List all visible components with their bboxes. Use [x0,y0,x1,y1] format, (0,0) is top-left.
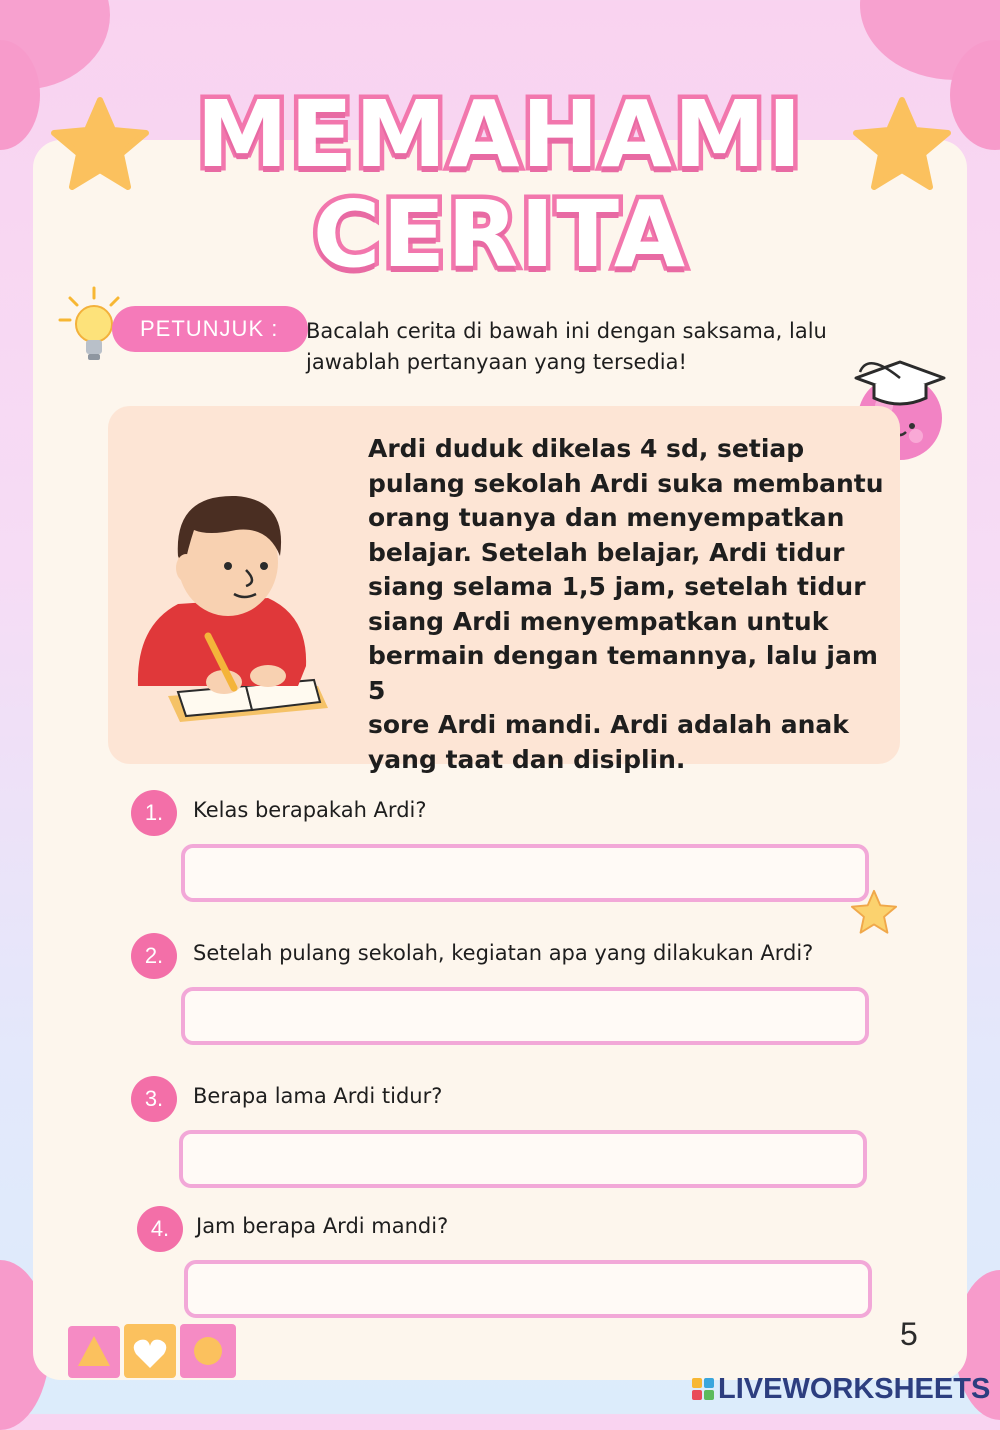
star-icon [852,96,952,192]
story-line: belajar. Setelah belajar, Ardi tidur [368,537,845,567]
instruction-text: Bacalah cerita di bawah ini dengan saksama, lalu jawablah pertanyaan yang tersedia! [306,319,827,374]
answer-field-1[interactable] [181,844,869,902]
instruction-tag: PETUNJUK : [112,306,308,352]
story-line: Ardi duduk dikelas 4 sd, setiap [368,434,805,463]
liveworksheets-brand [692,1373,990,1405]
liveworksheets-logo-icon [692,1378,714,1400]
story-line: pulang sekolah Ardi suka membantu [368,468,884,498]
story-line: siang Ardi menyempatkan untuk [368,606,829,636]
story-line: bermain dengan temannya, lalu jam 5 [368,641,878,705]
story-line: yang taat dan disiplin. [368,744,686,774]
page-title [0,80,1000,190]
story-line: orang tuanya dan menyempatkan [368,503,845,532]
question-text: Kelas berapakah Ardi? [193,798,427,822]
question-text: Setelah pulang sekolah, kegiatan apa yang dilakukan Ardi? [193,941,814,965]
boy-writing-illustration [128,486,338,736]
story-line: siang selama 1,5 jam, setelah tidur [368,572,866,601]
title-line-2: CERITA [312,181,688,288]
page-number: 5 [900,1316,918,1352]
brand-name: LIVEWORKSHEETS [718,1372,991,1405]
answer-field-4[interactable] [184,1260,872,1318]
page-title [0,180,1000,290]
question-text: Berapa lama Ardi tidur? [193,1084,443,1108]
answer-field-2[interactable] [181,987,869,1045]
answer-field-3[interactable] [179,1130,867,1188]
story-line: sore Ardi mandi. Ardi adalah anak [368,710,849,739]
question-number: 4. [137,1206,183,1252]
question-number: 3. [131,1076,177,1122]
question-number: 2. [131,933,177,979]
star-icon [50,96,150,192]
story-text [368,432,888,777]
question-text: Jam berapa Ardi mandi? [196,1214,449,1238]
puzzle-shapes-icon [64,1318,240,1384]
question-number: 1. [131,790,177,836]
title-line-1: MEMAHAMI [196,81,804,188]
